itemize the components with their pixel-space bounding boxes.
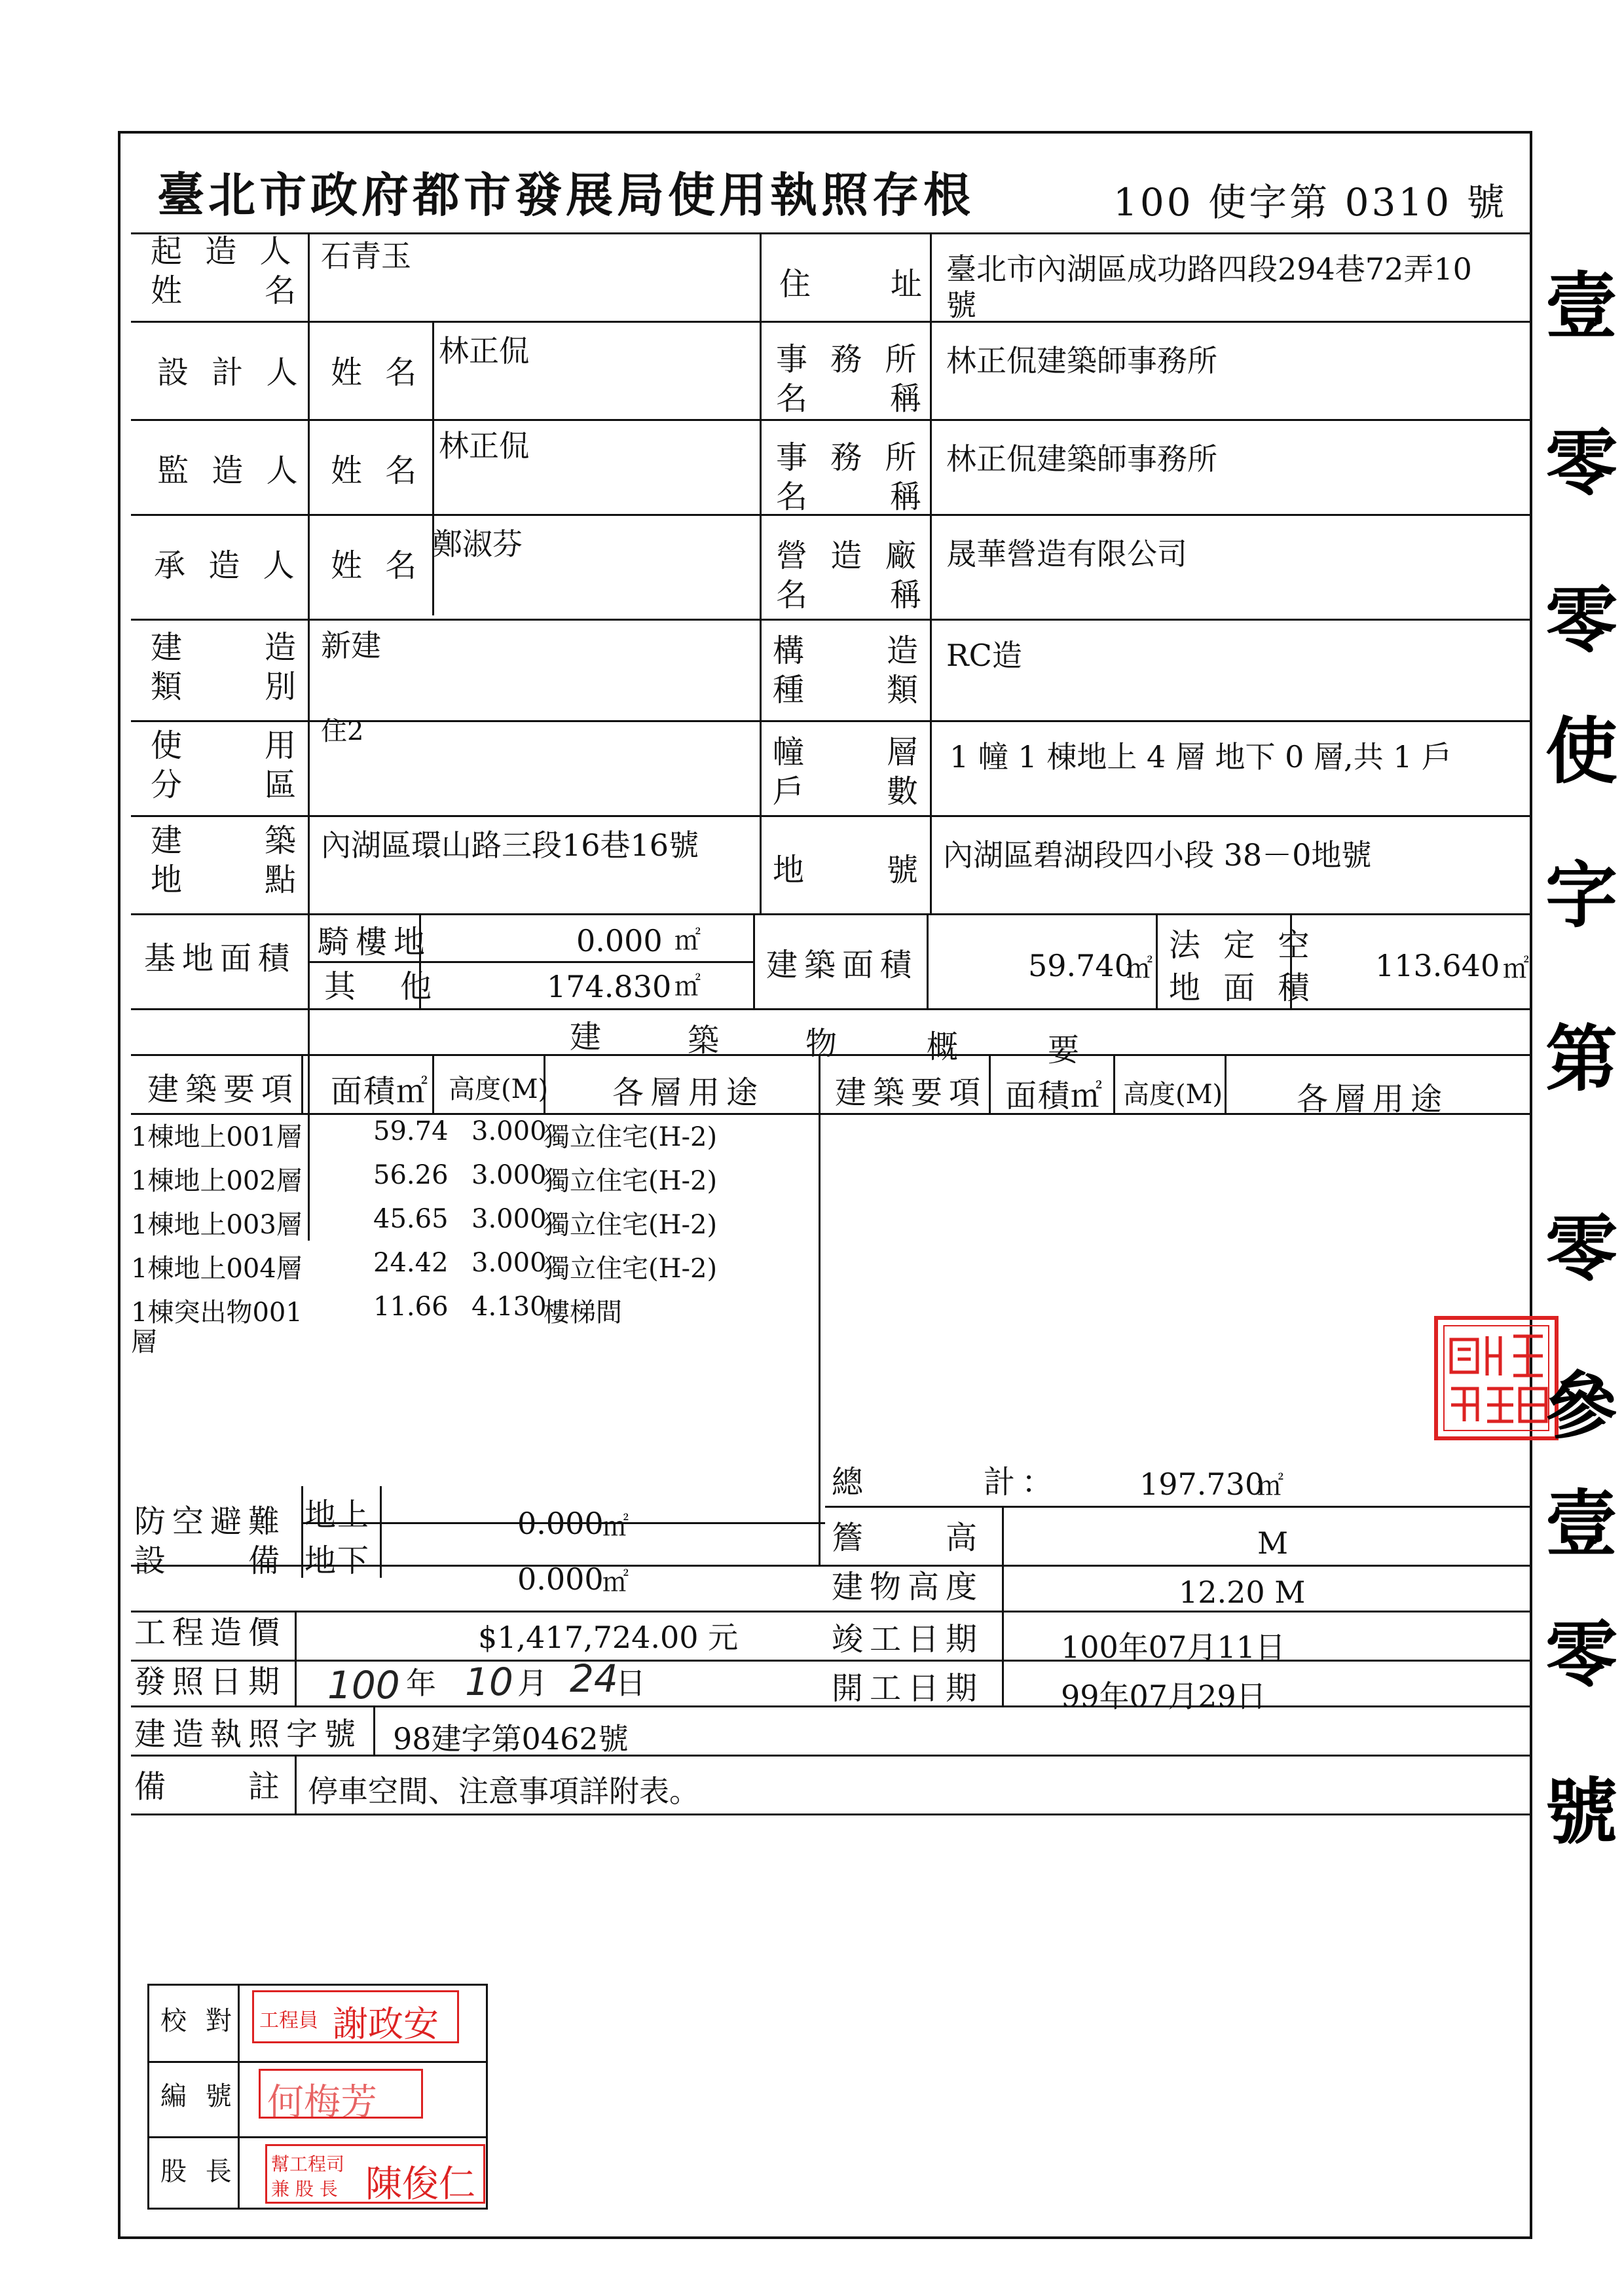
col-area-right: 面積㎡ (1005, 1078, 1104, 1114)
designer-label: 設 計 人 (157, 354, 304, 391)
row-5-item-2: 層 (131, 1327, 157, 1357)
row-3-height: 3.000 (471, 1204, 547, 1234)
location: 內湖區環山路三段16巷16號 (321, 828, 699, 863)
row-1-area: 59.74 (373, 1116, 449, 1146)
arcade-label: 騎樓地 (318, 924, 432, 960)
row-5-item: 1棟突出物001 (131, 1298, 303, 1328)
side-char-4: 使 (1545, 709, 1617, 793)
col-height-right: 高度(M) (1123, 1080, 1223, 1110)
completion-date: 100年07月11日 (1061, 1630, 1285, 1665)
address-label-b: 址 (891, 266, 929, 302)
chief-label: 股 長 (160, 2157, 237, 2187)
shelter-above-label: 地上 (304, 1497, 371, 1533)
location-label-2: 地 點 (151, 862, 303, 898)
floors-label-1: 幢 層 (773, 734, 925, 771)
row-2-area: 56.26 (373, 1160, 449, 1190)
row-1-item: 1棟地上001層 (131, 1122, 303, 1152)
total-area: 197.730 (1139, 1467, 1264, 1502)
row-2-height: 3.000 (471, 1160, 547, 1190)
applicant-label-a: 起 造 人 (151, 233, 298, 270)
zoning-label-1: 使 用 (151, 727, 303, 764)
build-type-label-2: 類 別 (151, 668, 303, 705)
location-label-1: 建 築 (151, 822, 303, 859)
side-char-8: 參 (1545, 1364, 1617, 1448)
designer-name-label: 姓 名 (331, 354, 424, 391)
summary-heading-1: 建 (570, 1019, 608, 1055)
designer-office: 林正侃建築師事務所 (946, 343, 1217, 378)
col-item-left: 建築要項 (147, 1071, 300, 1108)
side-char-7: 零 (1545, 1207, 1617, 1291)
construction-permit-label: 建造執照字號 (134, 1716, 363, 1753)
row-4-item: 1棟地上004層 (131, 1254, 303, 1284)
address-label-a: 住 (779, 266, 818, 302)
arcade-unit: ㎡ (674, 926, 701, 956)
supervisor-name-label: 姓 名 (331, 452, 424, 489)
summary-heading-4: 概 (927, 1029, 965, 1065)
side-char-3: 零 (1545, 578, 1617, 663)
designer-office-label-2: 名 稱 (776, 380, 929, 417)
row-3-use: 獨立住宅(H-2) (544, 1210, 718, 1240)
issue-label: 發照日期 (134, 1664, 287, 1700)
building-area: 59.740 (1028, 948, 1134, 983)
chief-stamp-prefix-2: 兼 股 長 (271, 2178, 338, 2200)
row-4-use: 獨立住宅(H-2) (544, 1254, 718, 1284)
side-char-11: 號 (1545, 1770, 1617, 1853)
col-use-right: 各層用途 (1297, 1081, 1449, 1118)
other-area: 174.830 (547, 969, 672, 1004)
supervisor-name: 林正侃 (439, 428, 529, 464)
side-char-6: 第 (1545, 1017, 1617, 1101)
address-line-1: 臺北市內湖區成功路四段294巷72弄10 (946, 251, 1472, 287)
side-char-5: 字 (1545, 853, 1617, 938)
floors-label-2: 戶 數 (773, 773, 925, 810)
document-title: 臺北市政府都市發展局使用執照存根 (157, 167, 975, 223)
check-label: 校 對 (160, 2006, 237, 2036)
structure-label-1: 構 造 (773, 632, 925, 669)
contractor-name: 鄭淑芬 (432, 526, 523, 562)
open-area-unit: ㎡ (1503, 954, 1529, 984)
remarks: 停車空間、注意事項詳附表。 (308, 1774, 699, 1809)
shelter-above: 0.000 (517, 1506, 604, 1541)
floors: 1 幢 1 棟地上 4 層 地下 0 層,共 1 戶 (950, 739, 1452, 774)
chief-stamp-prefix-1: 幫工程司 (271, 2153, 345, 2175)
row-1-use: 獨立住宅(H-2) (544, 1122, 718, 1152)
completion-label: 竣工日期 (832, 1621, 984, 1658)
issue-year-unit: 年 (406, 1666, 436, 1701)
side-char-9: 壹 (1545, 1482, 1617, 1566)
col-area-left: 面積㎡ (331, 1073, 430, 1110)
contractor-label: 承 造 人 (154, 547, 301, 584)
lot: 內湖區碧湖段四小段 38－0地號 (943, 837, 1372, 873)
row-5-area: 11.66 (373, 1292, 449, 1322)
row-2-item: 1棟地上002層 (131, 1166, 303, 1196)
arcade-area: 0.000 (576, 923, 663, 958)
total-unit: ㎡ (1257, 1471, 1283, 1501)
zoning-label-2: 分 區 (151, 767, 303, 803)
total-label: 總 計： (832, 1464, 1060, 1501)
building-height: 12.20 M (1179, 1575, 1306, 1610)
row-1-height: 3.000 (471, 1116, 547, 1146)
shelter-below: 0.000 (517, 1561, 604, 1597)
row-3-area: 45.65 (373, 1204, 449, 1234)
row-3-item: 1棟地上003層 (131, 1210, 303, 1240)
chief-stamp-name: 陳俊仁 (365, 2163, 475, 2206)
address-line-2: 號 (946, 287, 976, 323)
official-seal (1434, 1316, 1559, 1440)
side-char-10: 零 (1545, 1613, 1617, 1697)
number-label: 編 號 (160, 2081, 237, 2111)
contractor-office-label-2: 名 稱 (776, 577, 929, 613)
shelter-below-label: 地下 (304, 1542, 371, 1579)
lot-label: 地 號 (773, 852, 925, 888)
chief-stamp (265, 2144, 485, 2204)
construction-permit-number: 98建字第0462號 (393, 1721, 629, 1757)
supervisor-label: 監 造 人 (157, 452, 304, 489)
number-stamp (259, 2069, 423, 2124)
building-area-label: 建築面積 (766, 947, 919, 983)
issue-month-unit: 月 (517, 1666, 547, 1701)
contractor-office-label-1: 營 造 廠 (776, 538, 923, 574)
eave-height: M (1257, 1525, 1289, 1561)
other-label: 其 他 (324, 968, 439, 1005)
side-margin-text (1545, 249, 1624, 1853)
check-stamp-name: 謝政安 (333, 2003, 439, 2045)
row-4-area: 24.42 (373, 1248, 449, 1278)
summary-heading-2: 築 (688, 1022, 726, 1059)
row-5-height: 4.130 (471, 1292, 547, 1322)
shelter-below-unit: ㎡ (602, 1567, 629, 1597)
building-height-label: 建物高度 (832, 1569, 984, 1605)
row-2-use: 獨立住宅(H-2) (544, 1166, 718, 1196)
cost-label: 工程造價 (134, 1614, 287, 1651)
site-area-label: 基地面積 (144, 940, 297, 977)
start-label: 開工日期 (832, 1670, 984, 1707)
open-area: 113.640 (1375, 948, 1500, 983)
zoning-value: 住2 (321, 716, 364, 746)
building-area-unit: ㎡ (1126, 954, 1153, 984)
start-date: 99年07月29日 (1061, 1679, 1266, 1714)
check-stamp (252, 1990, 459, 2043)
col-use-left: 各層用途 (612, 1074, 765, 1111)
other-unit: ㎡ (674, 972, 701, 1002)
build-type: 新建 (321, 628, 381, 663)
row-5-use: 樓梯間 (544, 1298, 622, 1328)
issue-day-unit: 日 (616, 1666, 646, 1701)
permit-number: 100 使字第 0310 號 (1113, 180, 1507, 225)
col-height-left: 高度(M) (449, 1074, 549, 1104)
supervisor-office: 林正侃建築師事務所 (946, 441, 1217, 477)
side-char-2: 零 (1545, 421, 1617, 505)
designer-name: 林正侃 (439, 333, 529, 369)
cost: $1,417,724.00 元 (478, 1620, 739, 1655)
row-4-height: 3.000 (471, 1248, 547, 1278)
applicant-name: 石青玉 (321, 238, 411, 274)
contractor-name-label: 姓 名 (331, 547, 424, 584)
structure-label-2: 種 類 (773, 672, 925, 708)
structure: RC造 (946, 638, 1022, 673)
build-type-label-1: 建 造 (151, 629, 303, 666)
remarks-label: 備 註 (134, 1768, 287, 1805)
issue-day: 24 (570, 1656, 618, 1701)
supervisor-office-label-1: 事 務 所 (776, 439, 923, 476)
side-char-1: 壹 (1545, 264, 1617, 348)
open-area-label-1: 法 定 空 (1169, 927, 1316, 964)
designer-office-label-1: 事 務 所 (776, 341, 923, 378)
shelter-label-1: 防空避難 (134, 1503, 287, 1540)
shelter-label-2: 設 備 (134, 1542, 287, 1579)
check-stamp-prefix: 工程員 (259, 2009, 318, 2032)
supervisor-office-label-2: 名 稱 (776, 479, 929, 515)
eave-label: 簷 高 (832, 1520, 984, 1556)
applicant-label-b: 姓 名 (151, 272, 303, 309)
open-area-label-2: 地 面 積 (1169, 970, 1316, 1006)
number-stamp-name: 何梅芳 (267, 2081, 377, 2124)
contractor-office: 晟華營造有限公司 (946, 536, 1187, 572)
issue-month: 10 (465, 1660, 513, 1704)
shelter-above-unit: ㎡ (602, 1512, 629, 1542)
summary-heading-5: 要 (1048, 1032, 1086, 1068)
col-item-right: 建築要項 (835, 1074, 987, 1111)
summary-heading-3: 物 (805, 1025, 844, 1062)
issue-year: 100 (327, 1663, 400, 1707)
